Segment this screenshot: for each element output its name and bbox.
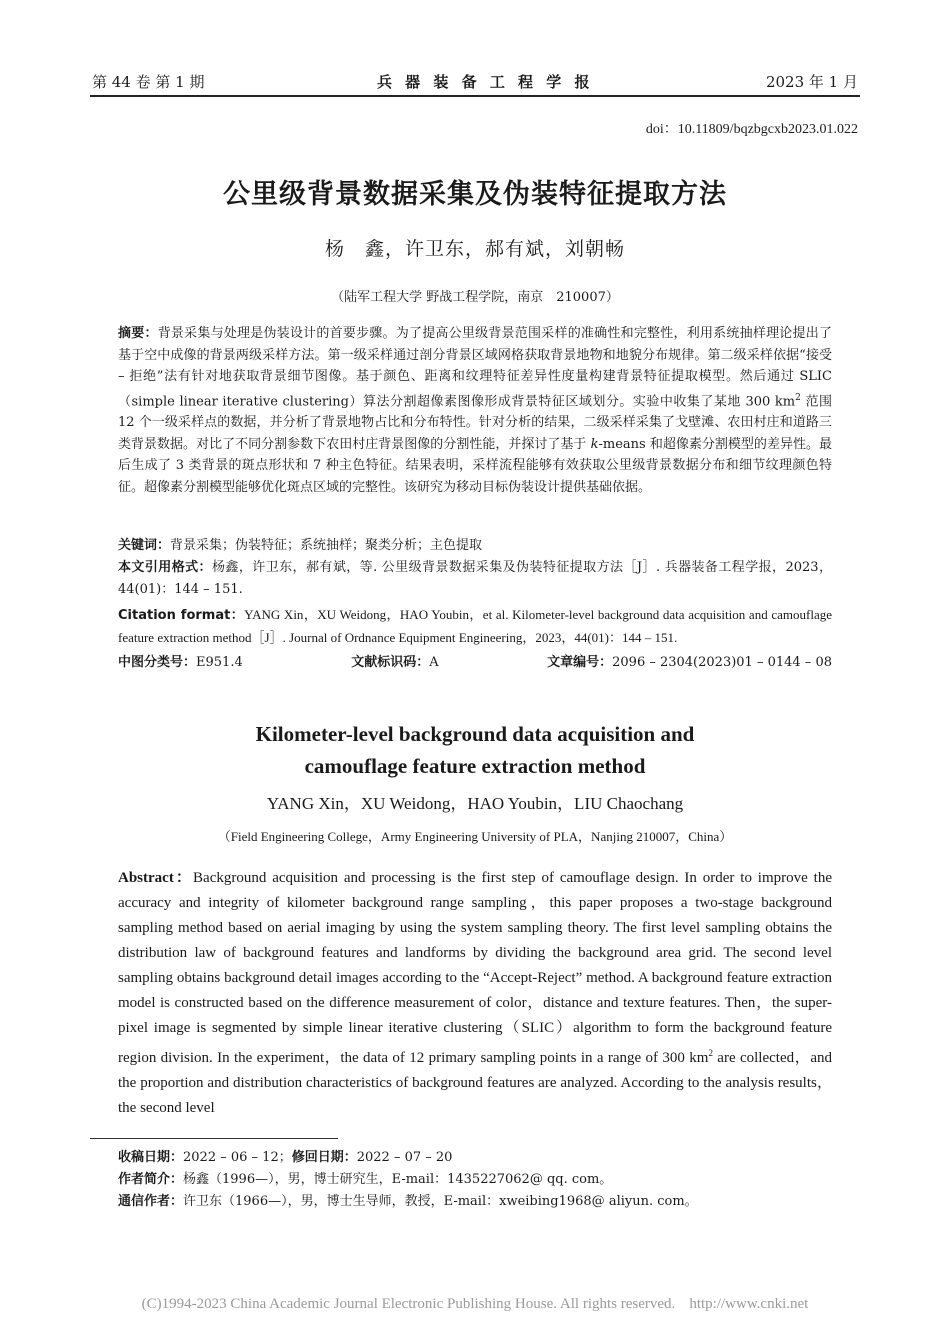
keywords-zh [118, 535, 832, 557]
citation-en-label: Citation format： [118, 608, 245, 623]
abstract-zh-italic: k [590, 436, 599, 452]
abstract-zh [118, 323, 832, 498]
title-en [0, 718, 950, 782]
document-code: 文献标识码：A [351, 655, 439, 670]
title-en-line-2: camouflage feature extraction method [304, 754, 646, 778]
affiliation-zh: （陆军工程大学 野战工程学院，南京 210007） [331, 290, 619, 305]
abstract-zh-text-2: 范围 12 个一级采样点的数据，并分析了背景地物占比和分布特性。针对分析的结果，二级采样采集了戈壁滩、农田村庄和道路三类背景数据。对比了不同分割参数下农田村庄背景图像的分割性能，并探讨了基于 [118, 393, 832, 452]
citation-en-text: YANG Xin，XU Weidong，HAO Youbin，et al. Kilometer-level background data acquisition and camouflage feature extraction method［J］. Journal of Ordnance Equipment Engineering，2023，44(01)：144 – 151. [118, 607, 832, 645]
abstract-en-text-2: are collected，and the proportion and distribution characteristics of background features are analyzed. According to the analysis results，the second level [118, 1050, 832, 1116]
authors-en: YANG Xin，XU Weidong，HAO Youbin，LIU Chaochang [266, 794, 684, 813]
header-rule [90, 95, 860, 97]
citation-en [118, 604, 832, 648]
cnki-watermark [0, 1296, 950, 1313]
abstract-zh-text-3: -means 和超像素分割模型的差异性。最后生成了 3 类背景的斑点形状和 7 种主色特征。结果表明，采样流程能够有效获取公里级背景数据分布和细节纹理颜色特征。超像素分割模型能够优化斑点区域的完整性。该研究为移动目标伪装设计提供基础依据。 [118, 436, 832, 495]
abstract-en-label: Abstract： [118, 870, 194, 886]
header-journal: 兵 器 装 备 工 程 学 报 [376, 72, 594, 91]
footnote-author-bio: 作者简介：杨鑫（1996—），男，博士研究生，E-mail：1435227062@ qq. com。 [118, 1172, 613, 1187]
abstract-zh-label: 摘要： [118, 326, 158, 341]
abstract-zh-sup: 2 [795, 392, 801, 403]
watermark-url[interactable]: http://www.cnki.net [689, 1296, 809, 1312]
footnotes [118, 1147, 832, 1213]
affiliation-en: （Field Engineering College，Army Engineering University of PLA，Nanjing 210007，China） [217, 829, 733, 844]
title-en-line-1: Kilometer-level background data acquisition and [255, 722, 695, 746]
citation-zh-label: 本文引用格式： [118, 560, 212, 575]
citation-zh [118, 557, 832, 600]
watermark-copyright: (C)1994-2023 China Academic Journal Electronic Publishing House. All rights reserved. [141, 1296, 676, 1312]
abstract-zh-text-1: 背景采集与处理是伪装设计的首要步骤。为了提高公里级背景范围采样的准确性和完整性，利用系统抽样理论提出了基于空中成像的背景两级采样方法。第一级采样通过剖分背景区域网格获取背景地物和地貌分布规律。第二级采样依据“接受 – 拒绝”法有针对地获取背景细节图像。基于颜色、距离和纹理特征差异性度量构建背景特征提取模型。然后通过 SLIC（simple linear iterative clustering）算法分割超像素图像形成背景特征区域划分。实验中收集了某地 300 km [118, 326, 832, 409]
abstract-en-text-1: Background acquisition and processing is the first step of camouflage design. In order to improve the accuracy and integrity of kilometer background range sampling，this paper proposes a two-stage background sampling method based on aerial imaging by using the system sampling theory. The first level sampling obtains the distribution law of background features and landforms by dividing the background area grid. The second level sampling obtains background detail images according to the “Accept-Reject” method. A background feature extraction model is constructed based on the difference measurement of color，distance and texture features. Then，the super-pixel image is segmented by simple linear iterative clustering（SLIC）algorithm to form the background feature region division. In the experiment，the data of 12 primary sampling points in a range of 300 km [118, 870, 832, 1066]
footnote-dates: 收稿日期：2022 – 06 – 12；修回日期：2022 – 07 – 20 [118, 1150, 453, 1165]
citation-zh-text: 杨鑫，许卫东，郝有斌，等. 公里级背景数据采集及伪装特征提取方法［J］. 兵器装备工程学报，2023，44(01)：144 – 151. [118, 560, 832, 597]
classification-row [118, 651, 832, 670]
title-zh: 公里级背景数据采集及伪装特征提取方法 [223, 179, 727, 210]
header-date: 2023 年 1 月 [765, 72, 858, 91]
keywords-zh-text: 背景采集；伪装特征；系统抽样；聚类分析；主色提取 [170, 538, 483, 553]
doi[interactable]: doi：10.11809/bqzbgcxb2023.01.022 [645, 122, 858, 137]
abstract-en [118, 866, 832, 1121]
abstract-en-sup: 2 [708, 1048, 713, 1058]
article-number: 文章编号：2096 – 2304(2023)01 – 0144 – 08 [547, 655, 832, 670]
footnote-rule [90, 1138, 338, 1139]
footnote-corresponding-author: 通信作者：许卫东（1966—），男，博士生导师，教授，E-mail：xweibing1968@ aliyun. com。 [118, 1194, 698, 1209]
authors-zh: 杨 鑫，许卫东，郝有斌，刘朝畅 [324, 238, 625, 260]
keywords-zh-label: 关键词： [118, 538, 171, 553]
header-volume: 第 44 卷 第 1 期 [92, 72, 205, 91]
clc-number: 中图分类号：E951.4 [118, 655, 243, 670]
running-header [92, 70, 858, 92]
